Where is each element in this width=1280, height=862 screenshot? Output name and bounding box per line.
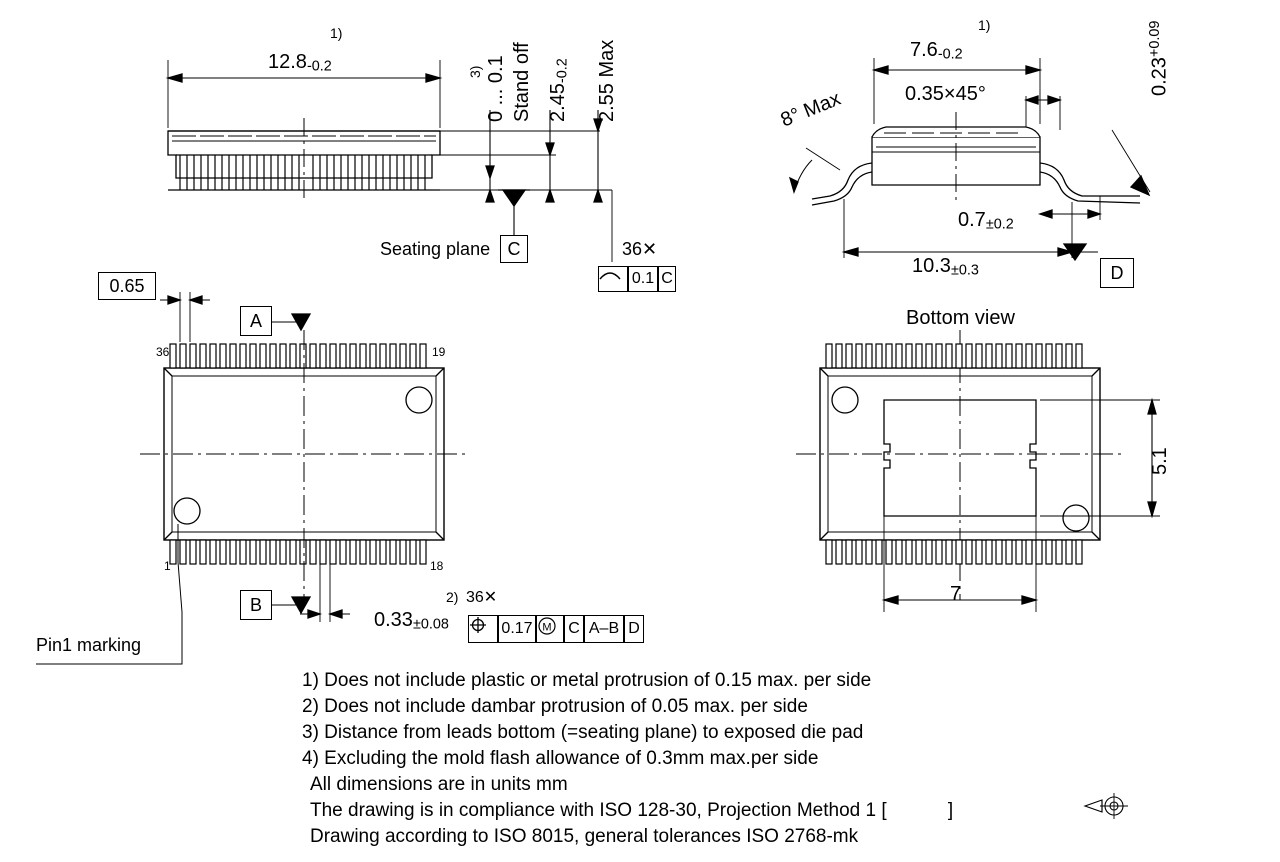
position-symbol-cell (468, 615, 498, 643)
pin-number-18: 18 (430, 559, 444, 573)
note-units: All dimensions are in units mm (310, 774, 568, 795)
note-1: 1) Does not include plastic or metal protrusion of 0.15 max. per side (302, 670, 872, 691)
position-tolerance-value-cell: 0.17 (498, 615, 536, 643)
mmc-modifier-cell (536, 615, 564, 643)
mmc-icon (537, 616, 557, 636)
lead-width-dim: 0.33±0.08 (374, 609, 449, 633)
note-projection-text: The drawing is in compliance with ISO 128-30, Projection Method 1 [ (310, 800, 887, 821)
note-projection-suffix: ] (947, 800, 954, 821)
lead-angle-dim: 8° Max (777, 87, 844, 132)
body-height-dim: 2.45-0.2 (547, 58, 571, 122)
pin-number-19: 19 (432, 345, 446, 359)
note-3: 3) Distance from leads bottom (=seating plane) to exposed die pad (302, 722, 864, 743)
datum-d-feature-frame: D (1100, 258, 1134, 288)
note-4: 4) Excluding the mold flash allowance of 0.3mm max.per side (302, 748, 819, 769)
chamfer-dim: 0.35×45° (905, 83, 986, 105)
lead-count: 36✕ (466, 589, 498, 606)
pin-number-36: 36 (156, 345, 170, 359)
pad-width-dim: 7 (950, 583, 962, 605)
standoff-value: 0 ... 0.1 (485, 55, 507, 122)
foot-length-dim: 0.7±0.2 (958, 209, 1014, 233)
position-tolerance-icon (469, 616, 487, 634)
profile-of-surface-icon (599, 267, 621, 281)
overall-width-dim: 10.3±0.3 (912, 255, 979, 279)
notes-block (302, 668, 953, 850)
body-width-dim: 7.6-0.2 (910, 39, 963, 63)
pad-height-dim: 5.1 (1149, 447, 1171, 475)
pin1-marking-label: Pin1 marking (36, 635, 142, 655)
max-height-dim: 2.55 Max (596, 39, 618, 122)
standoff-note-ref: 3) (467, 65, 483, 78)
note-iso8015: Drawing according to ISO 8015, general tolerances ISO 2768-mk (310, 826, 859, 847)
fcf-datum-ab-cell: A–B (584, 615, 624, 643)
lead-thickness-dim: $0.23^{+0.09}$ (1147, 20, 1171, 96)
seating-plane-label: Seating plane (380, 239, 491, 259)
coplanarity-datum-cell: C (658, 266, 676, 292)
body-width-note-ref: 1) (978, 17, 991, 33)
bottom-view-label: Bottom view (906, 307, 1015, 329)
datum-b-feature-frame: B (240, 590, 272, 620)
lead-width-note-ref: 2) (446, 589, 459, 605)
note-2: 2) Does not include dambar protrusion of 0.05 max. per side (302, 696, 808, 717)
standoff-label: Stand off (511, 42, 533, 122)
fcf-datum-d-cell: D (624, 615, 644, 643)
note-projection (310, 798, 953, 824)
svg-text:M: M (542, 621, 552, 634)
pin-number-1: 1 (164, 559, 171, 573)
coplanarity-value-cell: 0.1 (628, 266, 658, 292)
flatness-symbol-cell (598, 266, 628, 292)
coplanarity-count: 36✕ (622, 239, 658, 259)
pitch-dim-box: 0.65 (98, 272, 156, 300)
datum-a-feature-frame: A (240, 306, 272, 336)
body-length-note-ref: 1) (330, 25, 343, 41)
datum-c-feature-frame: C (500, 235, 528, 263)
fcf-datum-c-cell: C (564, 615, 584, 643)
body-length-dim: 12.8-0.2 (268, 51, 332, 75)
